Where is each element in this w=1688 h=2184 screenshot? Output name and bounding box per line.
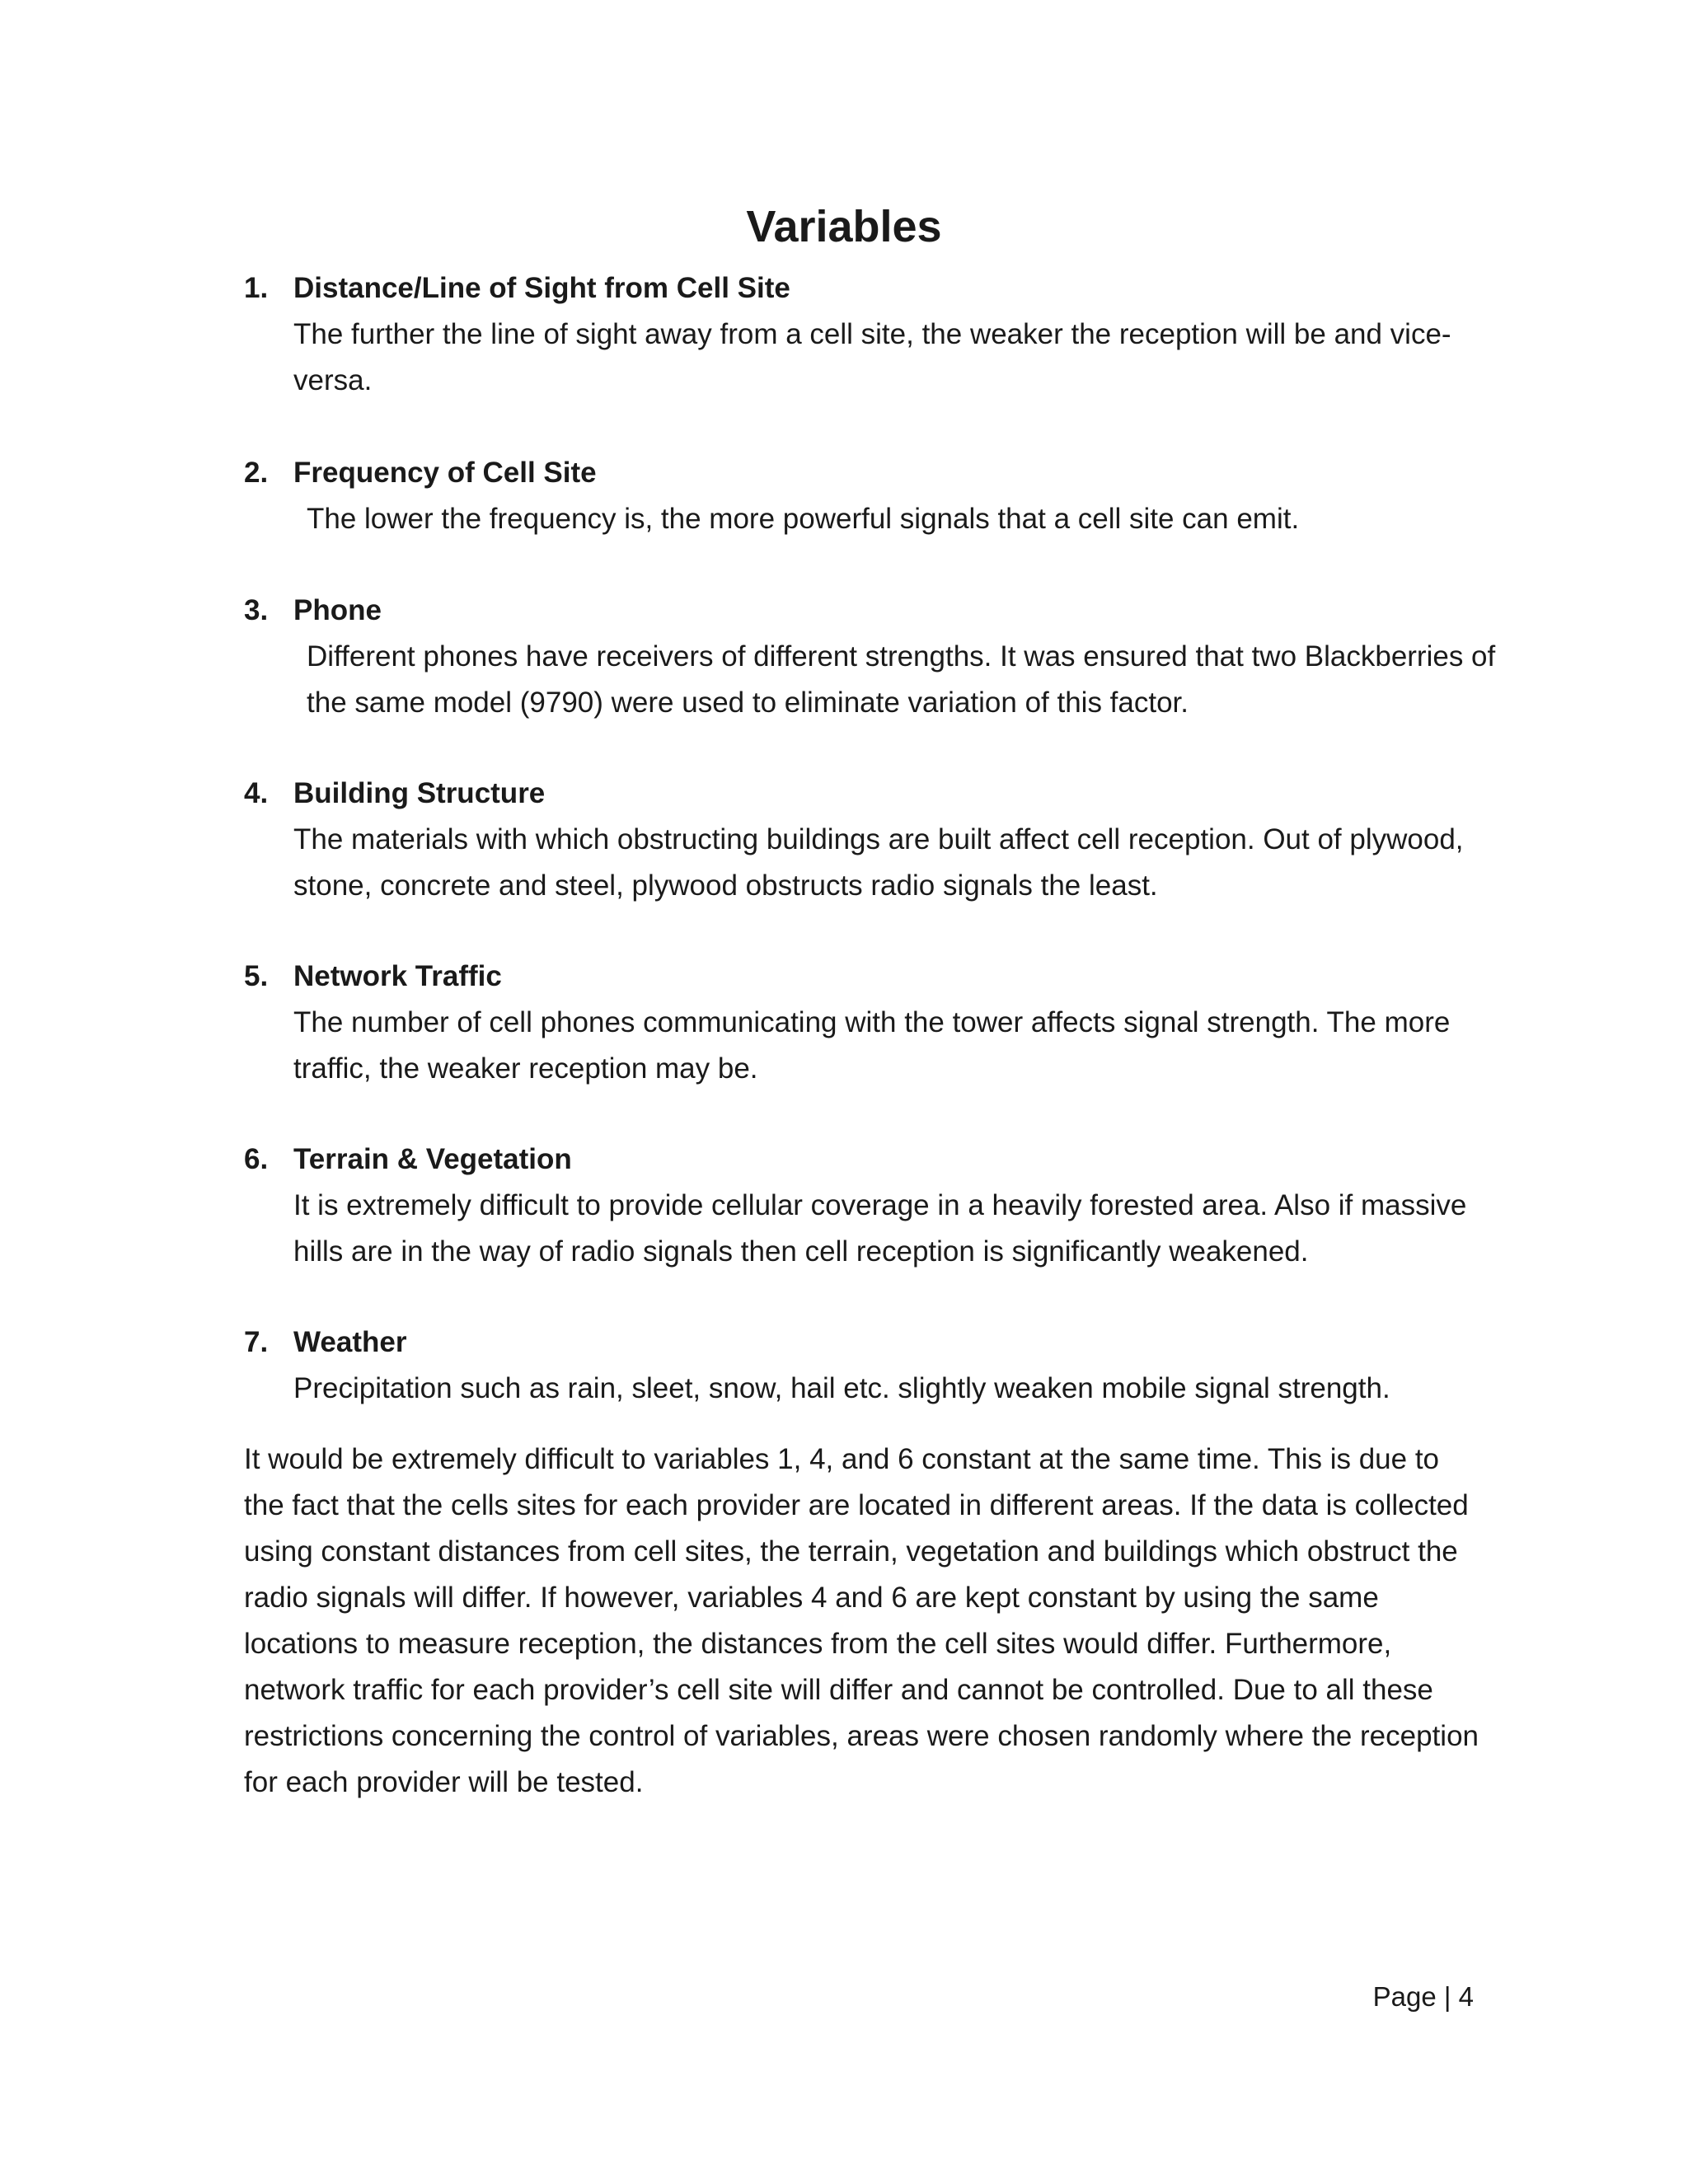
- list-item-2: [244, 450, 1513, 542]
- item-number: 2.: [244, 457, 269, 489]
- item-title: Network Traffic: [293, 960, 502, 992]
- item-number: 6.: [244, 1143, 269, 1175]
- item-title: Weather: [293, 1326, 407, 1358]
- item-description: The lower the frequency is, the more powerful signals that a cell site can emit.: [307, 503, 1300, 535]
- item-title: Terrain & Vegetation: [293, 1143, 572, 1175]
- item-title: Frequency of Cell Site: [293, 457, 597, 489]
- item-description: The further the line of sight away from a cell site, the weaker the reception will be and vice-versa.: [293, 318, 1451, 396]
- item-title: Distance/Line of Sight from Cell Site: [293, 272, 790, 304]
- page-number: Page | 4: [1372, 1981, 1474, 2012]
- list-item-7: [244, 1319, 1513, 1412]
- list-item-6: [244, 1137, 1513, 1275]
- item-heading: [244, 265, 1513, 312]
- item-heading: [244, 954, 1513, 1000]
- item-description: Precipitation such as rain, sleet, snow, hail etc. slightly weaken mobile signal strength.: [293, 1372, 1390, 1404]
- list-item-1: [244, 265, 1513, 404]
- item-heading: [244, 588, 1513, 634]
- item-number: 4.: [244, 777, 269, 809]
- list-item-4: [244, 771, 1513, 909]
- item-number: 7.: [244, 1326, 269, 1358]
- item-description: The number of cell phones communicating with the tower affects signal strength. The more traffic, the weaker reception may be.: [293, 1006, 1451, 1085]
- item-description: It is extremely difficult to provide cellular coverage in a heavily forested area. Also if massive hills are in the way of radio signals then cell reception is significantly weakened.: [293, 1189, 1467, 1268]
- item-title: Phone: [293, 594, 382, 626]
- item-heading: [244, 771, 1513, 817]
- item-title: Building Structure: [293, 777, 546, 809]
- list-item-3: [244, 588, 1513, 726]
- item-number: 1.: [244, 272, 269, 304]
- item-heading: [244, 1319, 1513, 1366]
- closing-paragraph: It would be extremely difficult to variables 1, 4, and 6 constant at the same time. This is due to the fact that the cells sites for each provider are located in different areas. If the data is collected using constant distances from cell sites, the terrain, vegetation and buildings which obstruct the radio signals will differ. If however, variables 4 and 6 are kept constant by using the same locations to measure reception, the distances from the cell sites would differ. Furthermore, network traffic for each provider’s cell site will differ and cannot be controlled. Due to all these restrictions concerning the control of variables, areas were chosen randomly where the reception for each provider will be tested.: [244, 1443, 1479, 1798]
- item-number: 3.: [244, 594, 269, 626]
- item-heading: [244, 450, 1513, 496]
- list-item-5: [244, 954, 1513, 1092]
- item-description: The materials with which obstructing buildings are built affect cell reception. Out of plywood, stone, concrete and steel, plywood obstructs radio signals the least.: [293, 823, 1464, 902]
- page-title: Variables: [746, 202, 942, 251]
- item-heading: [244, 1137, 1513, 1183]
- item-number: 5.: [244, 960, 269, 992]
- item-description: Different phones have receivers of different strengths. It was ensured that two Blackberries of the same model (9790) were used to eliminate variation of this factor.: [307, 640, 1496, 719]
